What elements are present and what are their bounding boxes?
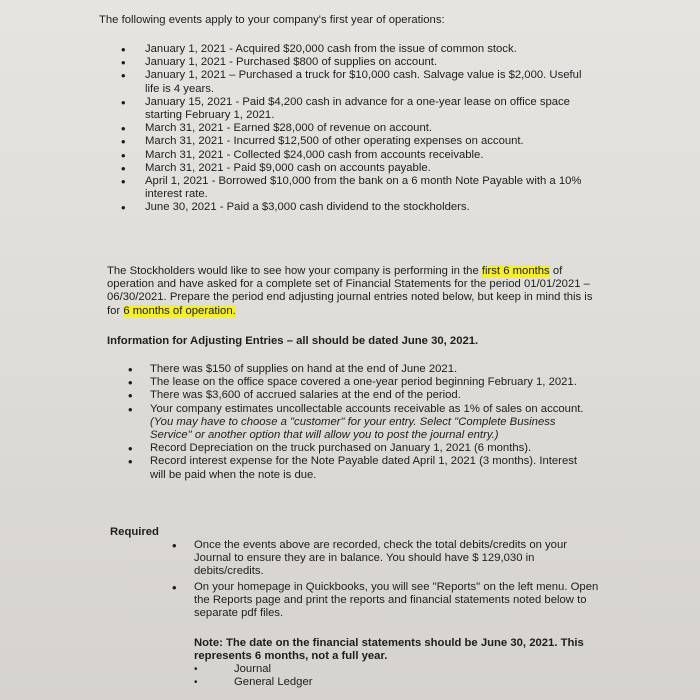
required-heading: Required xyxy=(110,526,159,538)
list-item: • March 31, 2021 - Earned $28,000 of revenue on account. xyxy=(121,121,433,137)
adjusting-list xyxy=(128,362,590,482)
list-item: • March 31, 2021 - Paid $9,000 cash on accounts payable. xyxy=(121,160,431,176)
intro-text: The following events apply to your company's first year of operations: xyxy=(99,14,445,26)
events-list xyxy=(121,42,595,216)
list-item: • There was $150 of supplies on hand at the end of June 2021. xyxy=(128,362,458,377)
report-list xyxy=(194,663,434,689)
list-item: • Record interest expense for the Note Payable dated April 1, 2021 (3 months). Interest will be paid when the note is due. xyxy=(128,454,578,481)
list-item: • January 1, 2021 – Purchased a truck for $10,000 cash. Salvage value is $2,000. Useful life is 4 years. xyxy=(121,68,582,95)
stockholders-paragraph: The Stockholders would like to see how your company is performing in the first 6 months of operation and have asked for a complete set of Financial Statements for the period 01/01/2021 – 06/30/2021. Prepare the period end adjusting journal entries noted below, but keep in mind this is for 6 months of operation. xyxy=(107,265,593,317)
list-item: • June 30, 2021 - Paid a $3,000 cash dividend to the stockholders. xyxy=(121,200,470,216)
list-item: • There was $3,600 of accrued salaries at the end of the period. xyxy=(128,388,461,404)
adjusting-entries-heading: Information for Adjusting Entries – all should be dated June 30, 2021. xyxy=(107,335,479,347)
list-item: • General Ledger xyxy=(194,676,313,689)
note-text: Note: The date on the financial statements should be June 30, 2021. This represents 6 months, not a full year. xyxy=(194,637,584,663)
list-item: • January 1, 2021 - Acquired $20,000 cash from the issue of common stock. xyxy=(121,42,517,57)
list-item: • Journal xyxy=(194,663,272,675)
list-item: • Your company estimates uncollectable accounts receivable as 1% of sales on account. (You may have to choose a "customer" for your entry. Select "Complete Business Service" or another option that will allow you to post the journal entry.) xyxy=(128,401,584,442)
list-item: • January 1, 2021 - Purchased $800 of supplies on account. xyxy=(121,55,438,71)
list-item: • On your homepage in Quickbooks, you will see "Reports" on the left menu. Open the Reports page and print the reports and financial statements noted below to separate pdf files. xyxy=(172,579,599,620)
required-list xyxy=(172,538,604,620)
list-item: • January 15, 2021 - Paid $4,200 cash in advance for a one-year lease on office space starting February 1, 2021. xyxy=(121,94,570,122)
list-item: • March 31, 2021 - Collected $24,000 cash from accounts receivable. xyxy=(121,147,484,163)
list-item: • The lease on the office space covered a one-year period beginning February 1, 2021. xyxy=(128,375,577,391)
list-item: • April 1, 2021 - Borrowed $10,000 from the bank on a 6 month Note Payable with a 10% interest rate. xyxy=(121,174,582,201)
highlight-6-months-operation: 6 months of operation. xyxy=(123,304,236,317)
list-item: • Once the events above are recorded, check the total debits/credits on your Journal to ensure they are in balance. You should have $ 129,030 in debits/credits. xyxy=(172,538,568,578)
list-item: • March 31, 2021 - Incurred $12,500 of other operating expenses on account. xyxy=(121,134,524,150)
list-item: • Record Depreciation on the truck purchased on January 1, 2021 (6 months). xyxy=(128,441,532,457)
highlight-first-6-months: first 6 months xyxy=(481,265,550,277)
